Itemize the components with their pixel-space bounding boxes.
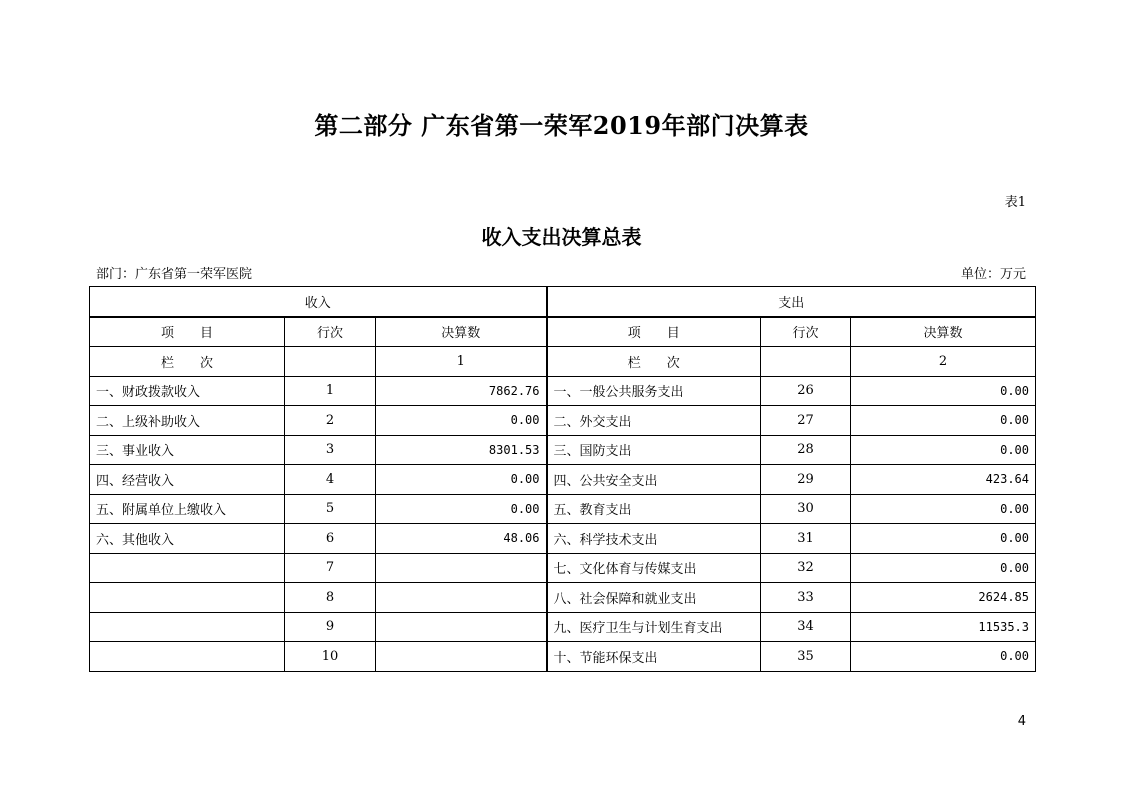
income-item-cell: 四、经营收入 [90, 465, 285, 495]
income-line-cell: 3 [285, 435, 376, 465]
income-amount-cell [376, 553, 547, 583]
expense-amount-cell: 0.00 [851, 435, 1036, 465]
income-line-cell: 6 [285, 524, 376, 554]
expense-line-cell: 35 [761, 642, 851, 672]
expense-amount-cell: 0.00 [851, 642, 1036, 672]
expense-amount-cell: 0.00 [851, 553, 1036, 583]
expense-item-cell: 五、教育支出 [547, 494, 761, 524]
expense-item-cell: 十、节能环保支出 [547, 642, 761, 672]
income-item-cell [90, 642, 285, 672]
income-item-cell: 二、上级补助收入 [90, 406, 285, 436]
expense-column-number: 2 [851, 347, 1036, 377]
expense-line-header: 行次 [761, 317, 851, 347]
table-row [90, 376, 1036, 406]
expense-amount-cell: 423.64 [851, 465, 1036, 495]
expense-column-line-empty [761, 347, 851, 377]
income-item-cell: 一、财政拨款收入 [90, 376, 285, 406]
expense-amount-cell: 0.00 [851, 494, 1036, 524]
income-amount-cell: 0.00 [376, 406, 547, 436]
income-amount-cell [376, 642, 547, 672]
expense-amount-cell: 11535.3 [851, 612, 1036, 642]
expense-line-cell: 28 [761, 435, 851, 465]
expense-amount-cell: 0.00 [851, 376, 1036, 406]
table-row [90, 406, 1036, 436]
column-header-row [90, 317, 1036, 347]
table-row [90, 612, 1036, 642]
expense-line-cell: 27 [761, 406, 851, 436]
income-column-label: 栏 次 [90, 347, 285, 377]
column-number-row [90, 347, 1036, 377]
group-header-row [90, 287, 1036, 317]
income-line-header: 行次 [285, 317, 376, 347]
expense-item-cell: 二、外交支出 [547, 406, 761, 436]
income-item-cell [90, 583, 285, 613]
income-item-cell [90, 553, 285, 583]
income-line-cell: 5 [285, 494, 376, 524]
income-amount-cell [376, 612, 547, 642]
income-amount-cell: 0.00 [376, 465, 547, 495]
income-line-cell: 9 [285, 612, 376, 642]
expense-line-cell: 30 [761, 494, 851, 524]
expense-item-cell: 三、国防支出 [547, 435, 761, 465]
expense-item-cell: 六、科学技术支出 [547, 524, 761, 554]
income-line-cell: 1 [285, 376, 376, 406]
income-line-cell: 10 [285, 642, 376, 672]
table-row [90, 465, 1036, 495]
income-amount-cell: 8301.53 [376, 435, 547, 465]
income-item-cell: 六、其他收入 [90, 524, 285, 554]
income-amount-cell: 0.00 [376, 494, 547, 524]
income-line-cell: 4 [285, 465, 376, 495]
table-row [90, 435, 1036, 465]
income-line-cell: 2 [285, 406, 376, 436]
income-line-cell: 7 [285, 553, 376, 583]
expense-line-cell: 32 [761, 553, 851, 583]
expense-amount-header: 决算数 [851, 317, 1036, 347]
income-item-header: 项 目 [90, 317, 285, 347]
income-amount-cell: 48.06 [376, 524, 547, 554]
expense-line-cell: 33 [761, 583, 851, 613]
income-amount-cell: 7862.76 [376, 376, 547, 406]
expense-amount-cell: 0.00 [851, 406, 1036, 436]
page-title: 第二部分 广东省第一荣军2019年部门决算表 [314, 111, 809, 140]
table-title: 收入支出决算总表 [481, 225, 642, 249]
income-amount-header: 决算数 [376, 317, 547, 347]
expense-amount-cell: 2624.85 [851, 583, 1036, 613]
page-number: 4 [1017, 714, 1026, 729]
income-line-cell: 8 [285, 583, 376, 613]
expense-item-cell: 八、社会保障和就业支出 [547, 583, 761, 613]
department-label: 部门：广东省第一荣军医院 [96, 267, 253, 282]
expense-line-cell: 31 [761, 524, 851, 554]
expense-line-cell: 34 [761, 612, 851, 642]
income-column-number: 1 [376, 347, 547, 377]
expense-item-header: 项 目 [547, 317, 761, 347]
expense-item-cell: 九、医疗卫生与计划生育支出 [547, 612, 761, 642]
table-number-label: 表1 [1004, 195, 1026, 210]
expense-item-cell: 七、文化体育与传媒支出 [547, 553, 761, 583]
income-column-line-empty [285, 347, 376, 377]
unit-label: 单位：万元 [960, 267, 1026, 282]
income-item-cell: 五、附属单位上缴收入 [90, 494, 285, 524]
expense-column-label: 栏 次 [547, 347, 761, 377]
expense-amount-cell: 0.00 [851, 524, 1036, 554]
income-item-cell: 三、事业收入 [90, 435, 285, 465]
table-row [90, 524, 1036, 554]
table-row [90, 642, 1036, 672]
income-group-header: 收入 [90, 287, 547, 317]
income-amount-cell [376, 583, 547, 613]
expense-item-cell: 四、公共安全支出 [547, 465, 761, 495]
table-row [90, 494, 1036, 524]
income-expense-table [89, 286, 1036, 672]
income-item-cell [90, 612, 285, 642]
expense-group-header: 支出 [547, 287, 1036, 317]
expense-line-cell: 29 [761, 465, 851, 495]
expense-item-cell: 一、一般公共服务支出 [547, 376, 761, 406]
table-row [90, 553, 1036, 583]
table-row [90, 583, 1036, 613]
expense-line-cell: 26 [761, 376, 851, 406]
